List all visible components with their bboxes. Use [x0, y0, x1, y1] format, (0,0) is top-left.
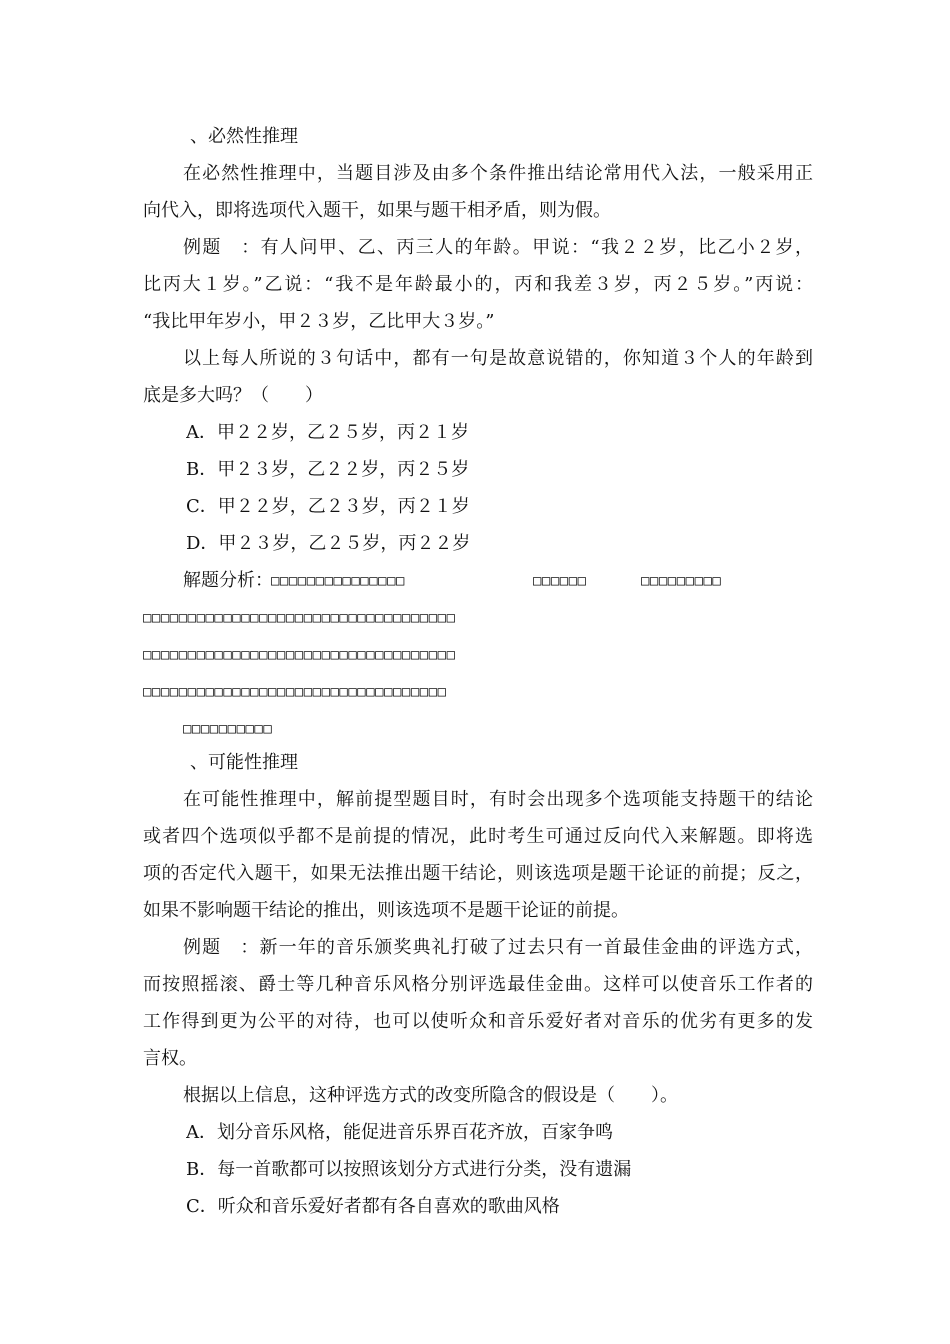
garbled-text: □□□□□□□□□□□□□□□ — [271, 573, 405, 589]
section-heading-necessary-reasoning: 、必然性推理 — [190, 126, 298, 147]
answer-option-d: D．甲２３岁，乙２５岁，丙２２岁 — [186, 533, 471, 554]
answer-option-a: A．划分音乐风格，能促进音乐界百花齐放，百家争鸣 — [186, 1122, 613, 1143]
garbled-text: □□□□□□□□□□□□□□□□□□□□□□□□□□□□□□□□□□ — [143, 684, 447, 700]
question-line: 根据以上信息，这种评选方式的改变所隐含的假设是（ ）。 — [183, 1085, 678, 1106]
paragraph-line: 如果不影响题干结论的推出，则该选项不是题干论证的前提。 — [143, 900, 629, 921]
paragraph-line: 在必然性推理中，当题目涉及由多个条件推出结论常用代入法，一般采用正 — [183, 163, 813, 184]
garbled-text: □□□□□□ — [533, 573, 587, 589]
example-line: 而按照摇滚、爵士等几种音乐风格分别评选最佳金曲。这样可以使音乐工作者的 — [143, 974, 813, 995]
example-line: 工作得到更为公平的对待，也可以使听众和音乐爱好者对音乐的优劣有更多的发 — [143, 1011, 813, 1032]
example-line: 言权。 — [143, 1048, 197, 1069]
answer-option-a: A．甲２２岁，乙２５岁，丙２１岁 — [186, 422, 469, 443]
example-line: 例题 ：有人问甲、乙、丙三人的年龄。甲说：“我２２岁，比乙小２岁， — [183, 237, 813, 258]
section-heading-possible-reasoning: 、可能性推理 — [190, 752, 298, 773]
garbled-text: □□□□□□□□□□ — [183, 721, 273, 737]
paragraph-line: 或者四个选项似乎都不是前提的情况，此时考生可通过反向代入来解题。即将选 — [143, 826, 813, 847]
question-line: 底是多大吗？（ ） — [143, 385, 323, 406]
analysis-label: 解题分析： — [183, 570, 273, 591]
garbled-text: □□□□□□□□□□□□□□□□□□□□□□□□□□□□□□□□□□□ — [143, 610, 456, 626]
paragraph-line: 在可能性推理中，解前提型题目时，有时会出现多个选项能支持题干的结论 — [183, 789, 813, 810]
paragraph-line: 向代入，即将选项代入题干，如果与题干相矛盾，则为假。 — [143, 200, 611, 221]
garbled-text: □□□□□□□□□ — [641, 573, 722, 589]
example-line: 比丙大１岁。”乙说：“我不是年龄最小的，丙和我差３岁，丙２５岁。”丙说： — [143, 274, 813, 295]
analysis-line — [183, 566, 813, 596]
answer-option-b: B．甲２３岁，乙２２岁，丙２５岁 — [186, 459, 470, 480]
answer-option-b: B．每一首歌都可以按照该划分方式进行分类，没有遗漏 — [186, 1159, 632, 1180]
answer-option-c: C．甲２２岁，乙２３岁，丙２１岁 — [186, 496, 470, 517]
example-line: 例题 ：新一年的音乐颁奖典礼打破了过去只有一首最佳金曲的评选方式， — [183, 937, 813, 958]
example-line: “我比甲年岁小，甲２３岁，乙比甲大３岁。” — [143, 311, 495, 332]
paragraph-line: 项的否定代入题干，如果无法推出题干结论，则该选项是题干论证的前提；反之， — [143, 863, 813, 884]
question-line: 以上每人所说的３句话中，都有一句是故意说错的，你知道３个人的年龄到 — [183, 348, 813, 369]
answer-option-c: C．听众和音乐爱好者都有各自喜欢的歌曲风格 — [186, 1196, 560, 1217]
garbled-text: □□□□□□□□□□□□□□□□□□□□□□□□□□□□□□□□□□□ — [143, 647, 456, 663]
